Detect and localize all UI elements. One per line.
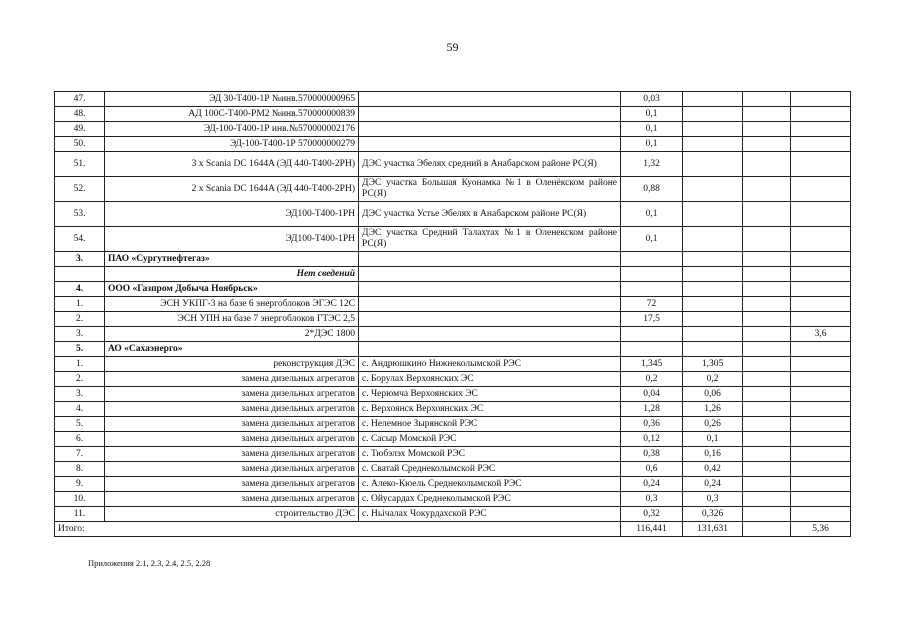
row-value-1 [621,327,683,342]
row-value-2: 1,26 [683,402,743,417]
row-value-2: 0,2 [683,372,743,387]
row-description: строительство ДЭС [105,507,359,522]
row-value-1: 1,345 [621,357,683,372]
row-value-4 [791,252,851,267]
row-value-3 [743,252,791,267]
row-value-2: 0,1 [683,432,743,447]
row-number: 48. [55,107,105,122]
row-description: замена дизельных агрегатов [105,402,359,417]
row-value-2: 0,42 [683,462,743,477]
row-location: с. Нелемное Зырянской РЭС [359,417,621,432]
row-location: с. Ойусардах Среднеколымской РЭС [359,492,621,507]
row-value-3 [743,462,791,477]
row-description: замена дизельных агрегатов [105,447,359,462]
row-value-2: 0,26 [683,417,743,432]
table-row [55,462,851,477]
row-value-4 [791,387,851,402]
row-value-1 [621,252,683,267]
row-description: замена дизельных агрегатов [105,372,359,387]
row-location: ДЭС участка Средний Талахтах №1 в Оленекском районе РС(Я) [359,227,621,252]
row-number: 54. [55,227,105,252]
row-value-3 [743,122,791,137]
row-value-3 [743,107,791,122]
row-value-2 [683,137,743,152]
table-section-row [55,282,851,297]
row-location: с. Сватай Среднеколымской РЭС [359,462,621,477]
row-value-3 [743,312,791,327]
table-row [55,312,851,327]
row-value-4 [791,447,851,462]
row-value-4 [791,282,851,297]
row-value-4 [791,122,851,137]
row-value-3 [743,372,791,387]
row-value-2 [683,152,743,177]
row-value-3 [743,417,791,432]
row-location: ДЭС участка Устье Эбелях в Анабарском районе РС(Я) [359,202,621,227]
row-description: 3 x Scania DC 1644A (ЭД 440-Т400-2РН) [105,152,359,177]
row-value-4 [791,202,851,227]
row-value-4 [791,152,851,177]
table-row [55,227,851,252]
row-value-4 [791,227,851,252]
row-location [359,137,621,152]
table-row [55,267,851,282]
row-location: с. Алеко-Кюель Среднеколымской РЭС [359,477,621,492]
row-value-3 [743,177,791,202]
row-description: ООО «Газпром Добыча Ноябрьск» [105,282,359,297]
row-value-2 [683,122,743,137]
row-location [359,252,621,267]
table-body [55,92,851,537]
row-value-2 [683,267,743,282]
row-value-2: 0,16 [683,447,743,462]
row-number: 7. [55,447,105,462]
table-row [55,357,851,372]
row-value-1: 1,32 [621,152,683,177]
row-value-3 [743,492,791,507]
row-value-3 [743,507,791,522]
row-value-1: 0,36 [621,417,683,432]
row-value-4 [791,92,851,107]
row-description: ЭД 30-Т400-1Р №инв.570000000965 [105,92,359,107]
row-value-4 [791,477,851,492]
table-row [55,202,851,227]
row-number: 2. [55,372,105,387]
row-value-2 [683,297,743,312]
row-value-2 [683,92,743,107]
table-row [55,387,851,402]
row-value-1: 0,3 [621,492,683,507]
row-location [359,122,621,137]
row-value-1 [621,342,683,357]
row-value-1: 0,1 [621,227,683,252]
row-value-2 [683,177,743,202]
row-value-3 [743,342,791,357]
row-value-3 [743,152,791,177]
footnote: Приложения 2.1, 2.3, 2.4, 2.5, 2.28 [88,558,211,568]
row-value-1: 0,24 [621,477,683,492]
row-location [359,312,621,327]
row-description: замена дизельных агрегатов [105,417,359,432]
row-value-3 [743,282,791,297]
row-value-3 [743,432,791,447]
row-value-4 [791,417,851,432]
row-location [359,107,621,122]
row-description: ЭД100-Т400-1РН [105,227,359,252]
table-row [55,432,851,447]
row-location: с. Андрюшкино Нижнеколымской РЭС [359,357,621,372]
total-value-3 [743,522,791,537]
row-number: 2. [55,312,105,327]
row-value-1: 0,88 [621,177,683,202]
row-description: реконструкция ДЭС [105,357,359,372]
row-number: 3. [55,252,105,267]
row-value-2 [683,327,743,342]
row-location [359,342,621,357]
row-value-3 [743,477,791,492]
row-value-1 [621,282,683,297]
row-value-3 [743,227,791,252]
row-description: ЭД100-Т400-1РН [105,202,359,227]
row-value-4 [791,402,851,417]
row-value-1: 0,1 [621,107,683,122]
capacity-table [54,91,851,537]
row-value-4 [791,492,851,507]
table-section-row [55,342,851,357]
row-value-2 [683,252,743,267]
table-row [55,177,851,202]
row-value-2 [683,282,743,297]
row-location [359,327,621,342]
row-value-3 [743,402,791,417]
table-total-row [55,522,851,537]
row-location: с. Тюбэлэх Момской РЭС [359,447,621,462]
total-value-4: 5,36 [791,522,851,537]
table-row [55,402,851,417]
row-value-3 [743,327,791,342]
table-row [55,92,851,107]
row-location [359,297,621,312]
row-number: 5. [55,342,105,357]
row-number: 1. [55,357,105,372]
row-description: замена дизельных агрегатов [105,432,359,447]
row-description: 2*ДЭС 1800 [105,327,359,342]
row-location [359,282,621,297]
row-number: 50. [55,137,105,152]
row-number: 8. [55,462,105,477]
row-number: 47. [55,92,105,107]
table-row [55,447,851,462]
row-number: 11. [55,507,105,522]
row-value-4 [791,462,851,477]
row-description: ЭСН УКПГ-3 на базе 6 энергоблоков ЭГЭС 12С [105,297,359,312]
row-number: 52. [55,177,105,202]
row-value-4 [791,507,851,522]
row-value-4 [791,432,851,447]
table-row [55,152,851,177]
row-value-2: 0,24 [683,477,743,492]
row-value-3 [743,202,791,227]
row-value-1: 0,1 [621,202,683,227]
row-value-2 [683,342,743,357]
row-location: с. Борулах Верхоянских ЭС [359,372,621,387]
row-value-1 [621,267,683,282]
row-location [359,267,621,282]
row-value-1: 0,12 [621,432,683,447]
row-value-3 [743,447,791,462]
row-value-3 [743,297,791,312]
row-value-1: 0,04 [621,387,683,402]
row-value-2 [683,227,743,252]
table-row [55,122,851,137]
row-number: 3. [55,327,105,342]
row-value-4: 3,6 [791,327,851,342]
row-value-3 [743,137,791,152]
row-number [55,267,105,282]
row-value-1: 0,1 [621,122,683,137]
table-row [55,417,851,432]
row-value-1: 1,28 [621,402,683,417]
row-value-4 [791,372,851,387]
row-value-4 [791,312,851,327]
row-value-1: 0,38 [621,447,683,462]
row-number: 9. [55,477,105,492]
row-description: замена дизельных агрегатов [105,387,359,402]
row-value-3 [743,387,791,402]
row-value-3 [743,267,791,282]
total-value-1: 116,441 [621,522,683,537]
total-label: Итого: [55,522,621,537]
table-row [55,137,851,152]
row-location: ДЭС участка Эбелях средний в Анабарском районе РС(Я) [359,152,621,177]
row-value-2 [683,107,743,122]
row-description: 2 x Scania DC 1644A (ЭД 440-Т400-2РН) [105,177,359,202]
row-value-1: 0,1 [621,137,683,152]
table-section-row [55,252,851,267]
table-row [55,372,851,387]
row-description: ЭД-100-Т400-1Р 570000000279 [105,137,359,152]
table-row [55,297,851,312]
row-value-1: 0,6 [621,462,683,477]
row-description: ЭД-100-Т400-1Р инв.№570000002176 [105,122,359,137]
row-value-2: 0,3 [683,492,743,507]
total-value-2: 131,631 [683,522,743,537]
row-value-1: 0,2 [621,372,683,387]
row-description: замена дизельных агрегатов [105,462,359,477]
row-number: 1. [55,297,105,312]
row-number: 6. [55,432,105,447]
table-row [55,507,851,522]
row-description: Нет сведений [105,267,359,282]
row-value-3 [743,357,791,372]
row-value-2 [683,202,743,227]
row-number: 10. [55,492,105,507]
row-number: 4. [55,402,105,417]
row-location: ДЭС участка Большая Куонамка №1 в Оленёкском районе РС(Я) [359,177,621,202]
row-value-4 [791,357,851,372]
row-value-3 [743,92,791,107]
row-value-4 [791,177,851,202]
row-location: с. Сасыр Момской РЭС [359,432,621,447]
row-location: с. Черюмча Верхоянских ЭС [359,387,621,402]
row-number: 49. [55,122,105,137]
row-description: замена дизельных агрегатов [105,492,359,507]
row-number: 51. [55,152,105,177]
row-value-4 [791,137,851,152]
table-row [55,107,851,122]
row-value-2: 0,06 [683,387,743,402]
row-value-4 [791,107,851,122]
table-row [55,327,851,342]
row-value-1: 17,5 [621,312,683,327]
table-row [55,492,851,507]
row-number: 4. [55,282,105,297]
row-number: 5. [55,417,105,432]
row-value-2: 0,326 [683,507,743,522]
row-value-1: 72 [621,297,683,312]
page-number: 59 [446,40,459,54]
row-value-2 [683,312,743,327]
row-description: замена дизельных агрегатов [105,477,359,492]
row-location: с. Ньічалах Чокурдахской РЭС [359,507,621,522]
row-value-1: 0,32 [621,507,683,522]
row-description: ЭСН УПН на базе 7 энергоблоков ГТЭС 2,5 [105,312,359,327]
row-value-2: 1,305 [683,357,743,372]
row-location: с. Верхоянск Верхоянских ЭС [359,402,621,417]
row-description: ПАО «Сургутнефтегаз» [105,252,359,267]
row-value-1: 0,03 [621,92,683,107]
row-description: АО «Сахаэнерго» [105,342,359,357]
row-value-4 [791,342,851,357]
row-number: 3. [55,387,105,402]
row-value-4 [791,297,851,312]
row-number: 53. [55,202,105,227]
row-description: АД 100С-Т400-РМ2 №инв.570000000839 [105,107,359,122]
row-value-4 [791,267,851,282]
table-row [55,477,851,492]
row-location [359,92,621,107]
